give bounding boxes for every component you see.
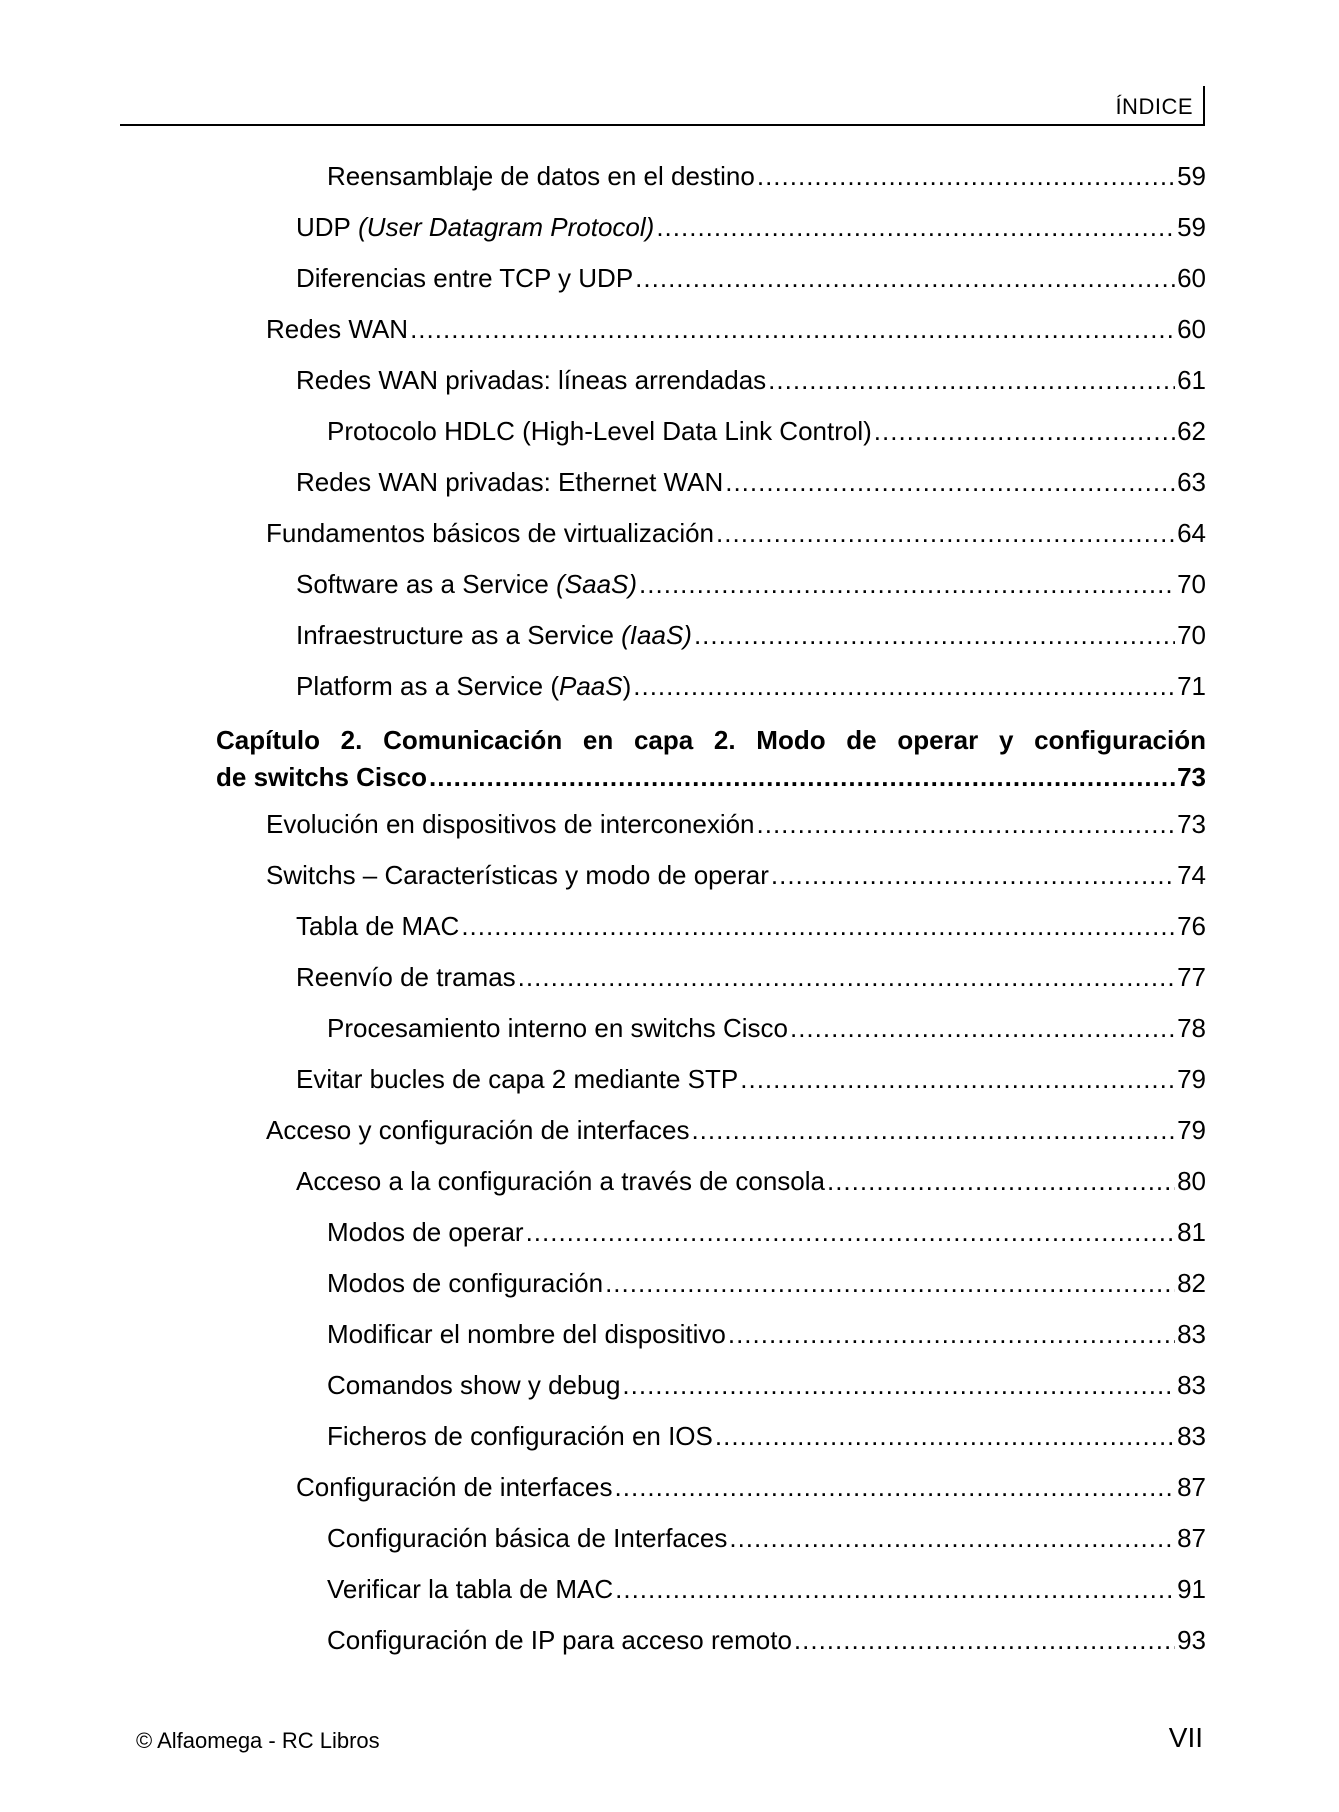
toc-entry-title: Acceso a la configuración a través de consola <box>296 1166 825 1196</box>
toc-entry[interactable] <box>296 566 1206 602</box>
toc-leader-dots <box>771 857 1175 893</box>
toc-leader-dots <box>768 362 1175 398</box>
toc-leader-dots <box>716 515 1175 551</box>
toc-leader-dots <box>615 1469 1176 1505</box>
toc-entry[interactable] <box>296 1469 1206 1505</box>
toc-leader-dots <box>622 1367 1175 1403</box>
toc-leader-dots <box>635 260 1175 296</box>
toc-entry-title: Switchs – Características y modo de operar <box>266 860 769 890</box>
toc-entry[interactable] <box>327 1367 1206 1403</box>
toc-leader-dots <box>827 1163 1175 1199</box>
toc-entry-page: 79 <box>1177 1115 1206 1145</box>
toc-entry-page: 61 <box>1177 365 1206 395</box>
toc-leader-dots <box>715 1418 1175 1454</box>
toc-entry[interactable] <box>296 464 1206 500</box>
toc-entry-page: 83 <box>1177 1319 1206 1349</box>
toc-entry[interactable] <box>296 260 1206 296</box>
toc-entry[interactable] <box>296 1163 1206 1199</box>
toc-entry-page: 59 <box>1177 161 1206 191</box>
toc-entry-title: Configuración de interfaces <box>296 1472 613 1502</box>
toc-leader-dots <box>615 1571 1175 1607</box>
toc-leader-dots <box>429 759 1175 796</box>
toc-entry[interactable] <box>327 158 1206 194</box>
toc-entry-title: Redes WAN privadas: líneas arrendadas <box>296 365 767 395</box>
toc-entry-title: Fundamentos básicos de virtualización <box>266 518 715 548</box>
toc-entry-page: 91 <box>1177 1574 1206 1604</box>
toc-leader-dots <box>526 1214 1176 1250</box>
toc-entry-page: 62 <box>1177 416 1206 446</box>
toc-entry-title: Infraestructure as a Service (IaaS) <box>296 620 692 650</box>
toc-leader-dots <box>757 806 1176 842</box>
toc-entry[interactable] <box>327 1265 1206 1301</box>
toc-entry[interactable] <box>296 959 1206 995</box>
chapter-title-line1: Capítulo 2. Comunicación en capa 2. Modo de operar y configuración <box>216 725 1206 755</box>
toc-entry-page: 74 <box>1177 860 1206 890</box>
toc-entry-title: Modos de configuración <box>327 1268 604 1298</box>
toc-entry-title: Evitar bucles de capa 2 mediante STP <box>296 1064 739 1094</box>
chapter-page: 73 <box>1177 762 1206 792</box>
toc-leader-dots <box>725 464 1175 500</box>
toc-leader-dots <box>461 908 1175 944</box>
toc-entry[interactable] <box>327 1622 1206 1658</box>
toc-entry-title: Tabla de MAC <box>296 911 460 941</box>
toc-leader-dots <box>605 1265 1175 1301</box>
toc-leader-dots <box>691 1112 1175 1148</box>
toc-entry[interactable] <box>266 1112 1206 1148</box>
toc-entry-title: Acceso y configuración de interfaces <box>266 1115 690 1145</box>
toc-entry-page: 70 <box>1177 569 1206 599</box>
toc-entry[interactable] <box>327 1418 1206 1454</box>
toc-entry-page: 73 <box>1177 809 1206 839</box>
chapter-title-line2: de switchs Cisco <box>216 762 427 792</box>
toc-entry-page: 64 <box>1177 518 1206 548</box>
toc-entry[interactable] <box>266 515 1206 551</box>
toc-entry-page: 76 <box>1177 911 1206 941</box>
toc-leader-dots <box>633 668 1175 704</box>
toc-leader-dots <box>794 1622 1175 1658</box>
toc-entry-page: 60 <box>1177 263 1206 293</box>
toc-entry[interactable] <box>266 857 1206 893</box>
toc-leader-dots <box>518 959 1175 995</box>
toc-leader-dots <box>639 566 1175 602</box>
toc-entry-title: Modificar el nombre del dispositivo <box>327 1319 726 1349</box>
toc-entry-title: Configuración básica de Interfaces <box>327 1523 728 1553</box>
toc-entry-page: 82 <box>1177 1268 1206 1298</box>
toc-leader-dots <box>656 209 1175 245</box>
toc-entry-title: Software as a Service (SaaS) <box>296 569 638 599</box>
header-horizontal-rule <box>120 124 1205 126</box>
toc-entry-page: 87 <box>1177 1523 1206 1553</box>
toc-entry-title: Modos de operar <box>327 1217 524 1247</box>
toc-entry-page: 79 <box>1177 1064 1206 1094</box>
toc-entry[interactable] <box>327 1316 1206 1352</box>
toc-entry[interactable] <box>266 311 1206 347</box>
toc-leader-dots <box>874 413 1175 449</box>
toc-entry-page: 70 <box>1177 620 1206 650</box>
toc-entry[interactable] <box>296 617 1206 653</box>
toc-entry-page: 60 <box>1177 314 1206 344</box>
toc-entry[interactable] <box>296 362 1206 398</box>
toc-entry-title: Protocolo HDLC (High-Level Data Link Control) <box>327 416 872 446</box>
toc-entry-page: 77 <box>1177 962 1206 992</box>
toc-entry-title: Evolución en dispositivos de interconexión <box>266 809 755 839</box>
toc-entry[interactable] <box>296 668 1206 704</box>
toc-leader-dots <box>728 1316 1175 1352</box>
toc-entry-title: Reenvío de tramas <box>296 962 516 992</box>
chapter-heading[interactable] <box>216 722 1206 796</box>
toc-entry[interactable] <box>266 806 1206 842</box>
chapter-title-line2-row <box>216 759 1206 796</box>
toc-entry-title: Ficheros de configuración en IOS <box>327 1421 713 1451</box>
toc-entry-page: 83 <box>1177 1421 1206 1451</box>
toc-entry[interactable] <box>296 1061 1206 1097</box>
toc-entry-page: 63 <box>1177 467 1206 497</box>
footer-publisher: © Alfaomega - RC Libros <box>136 1728 380 1753</box>
toc-entry[interactable] <box>296 209 1206 245</box>
toc-leader-dots <box>757 158 1175 194</box>
toc-entry-title: Comandos show y debug <box>327 1370 621 1400</box>
toc-leader-dots <box>694 617 1175 653</box>
toc-entry[interactable] <box>327 413 1206 449</box>
toc-entry-page: 80 <box>1177 1166 1206 1196</box>
toc-entry-title: Redes WAN privadas: Ethernet WAN <box>296 467 724 497</box>
toc-entry-title: Procesamiento interno en switchs Cisco <box>327 1013 788 1043</box>
toc-entry-title: Redes WAN <box>266 314 409 344</box>
toc-entry-title: Platform as a Service (PaaS) <box>296 671 632 701</box>
header-vertical-rule <box>1203 86 1205 126</box>
toc-leader-dots <box>729 1520 1175 1556</box>
toc-entry[interactable] <box>327 1520 1206 1556</box>
toc-leader-dots <box>790 1010 1175 1046</box>
toc-entry-title: Verificar la tabla de MAC <box>327 1574 614 1604</box>
toc-entry-page: 87 <box>1177 1472 1206 1502</box>
toc-entry-title: UDP (User Datagram Protocol) <box>296 212 655 242</box>
toc-entry[interactable] <box>296 908 1206 944</box>
toc-entry-page: 83 <box>1177 1370 1206 1400</box>
toc-entry-title: Configuración de IP para acceso remoto <box>327 1625 792 1655</box>
toc-leader-dots <box>410 311 1175 347</box>
toc-entry-title: Reensamblaje de datos en el destino <box>327 161 755 191</box>
toc-entry-title: Diferencias entre TCP y UDP <box>296 263 634 293</box>
toc-entry-page: 78 <box>1177 1013 1206 1043</box>
toc-entry[interactable] <box>327 1214 1206 1250</box>
toc-entry-page: 81 <box>1177 1217 1206 1247</box>
toc-leader-dots <box>740 1061 1175 1097</box>
toc-entry-page: 59 <box>1177 212 1206 242</box>
footer-page-number: VII <box>1168 1722 1203 1753</box>
toc-entry[interactable] <box>327 1010 1206 1046</box>
toc-entry-page: 93 <box>1177 1625 1206 1655</box>
running-header-title: ÍNDICE <box>1115 94 1193 119</box>
toc-entry-page: 71 <box>1177 671 1206 701</box>
toc-entry[interactable] <box>327 1571 1206 1607</box>
